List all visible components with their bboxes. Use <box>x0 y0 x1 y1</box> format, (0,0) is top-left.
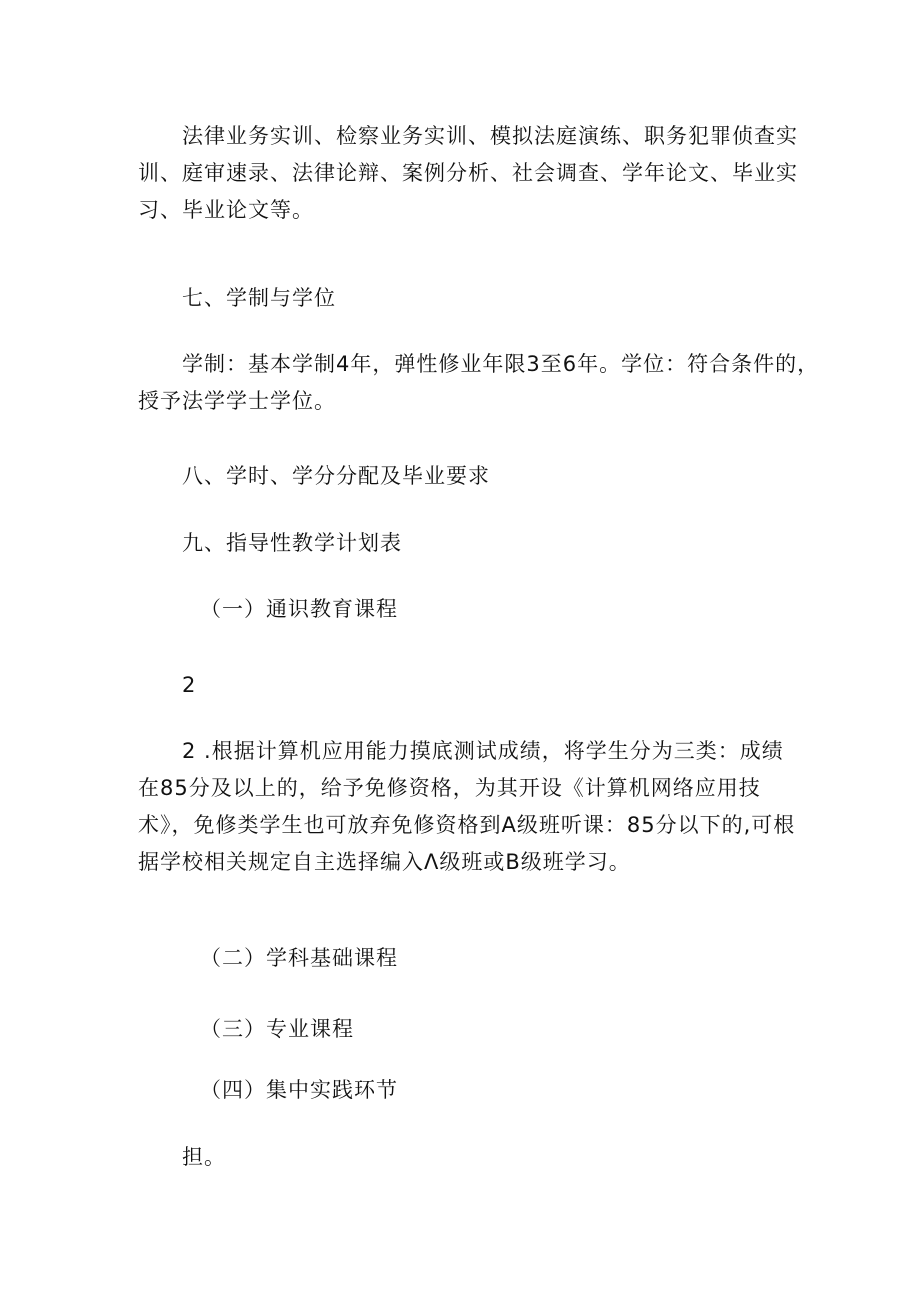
text-line: 据学校相关规定自主选择编入Λ级班或B级班学习。 <box>138 850 631 874</box>
text-line: 术》，免修类学生也可放弃免修资格到A级班听课：85分以下的,可根 <box>138 813 796 837</box>
heading-section-7: 七、学制与学位 <box>182 286 336 310</box>
tail-text: 担。 <box>182 1145 226 1169</box>
text-line: 法律业务实训、检察业务实训、模拟法庭演练、职务犯罪侦查实 <box>182 124 798 148</box>
subheading-professional-courses: （三）专业课程 <box>200 1017 354 1041</box>
text-line: 在85分及以上的，给予免修资格，为其开设《计算机网络应用技 <box>138 776 761 800</box>
subheading-general-education: （一）通识教育课程 <box>200 597 398 621</box>
text-line: 训、庭审速录、法律论辩、案例分析、社会调查、学年论文、毕业实 <box>138 161 798 185</box>
heading-section-8: 八、学时、学分分配及毕业要求 <box>182 464 490 488</box>
paragraph-practice-courses <box>138 118 798 229</box>
note-number: 2 <box>182 673 197 697</box>
text-line: 授予法学学士学位。 <box>138 389 336 413</box>
subheading-subject-foundation: （二）学科基础课程 <box>200 946 398 970</box>
paragraph-computer-test <box>138 733 796 881</box>
text-line: 习、毕业论文等。 <box>138 198 314 222</box>
subheading-practice-sessions: （四）集中实践环节 <box>200 1078 398 1102</box>
text-line: 2 .根据计算机应用能力摸底测试成绩，将学生分为三类：成绩 <box>182 739 784 763</box>
heading-section-9: 九、指导性教学计划表 <box>182 531 402 555</box>
text-line: 学制：基本学制4年，弹性修业年限3至6年。学位：符合条件的， <box>182 352 820 376</box>
paragraph-duration-degree <box>138 346 820 420</box>
